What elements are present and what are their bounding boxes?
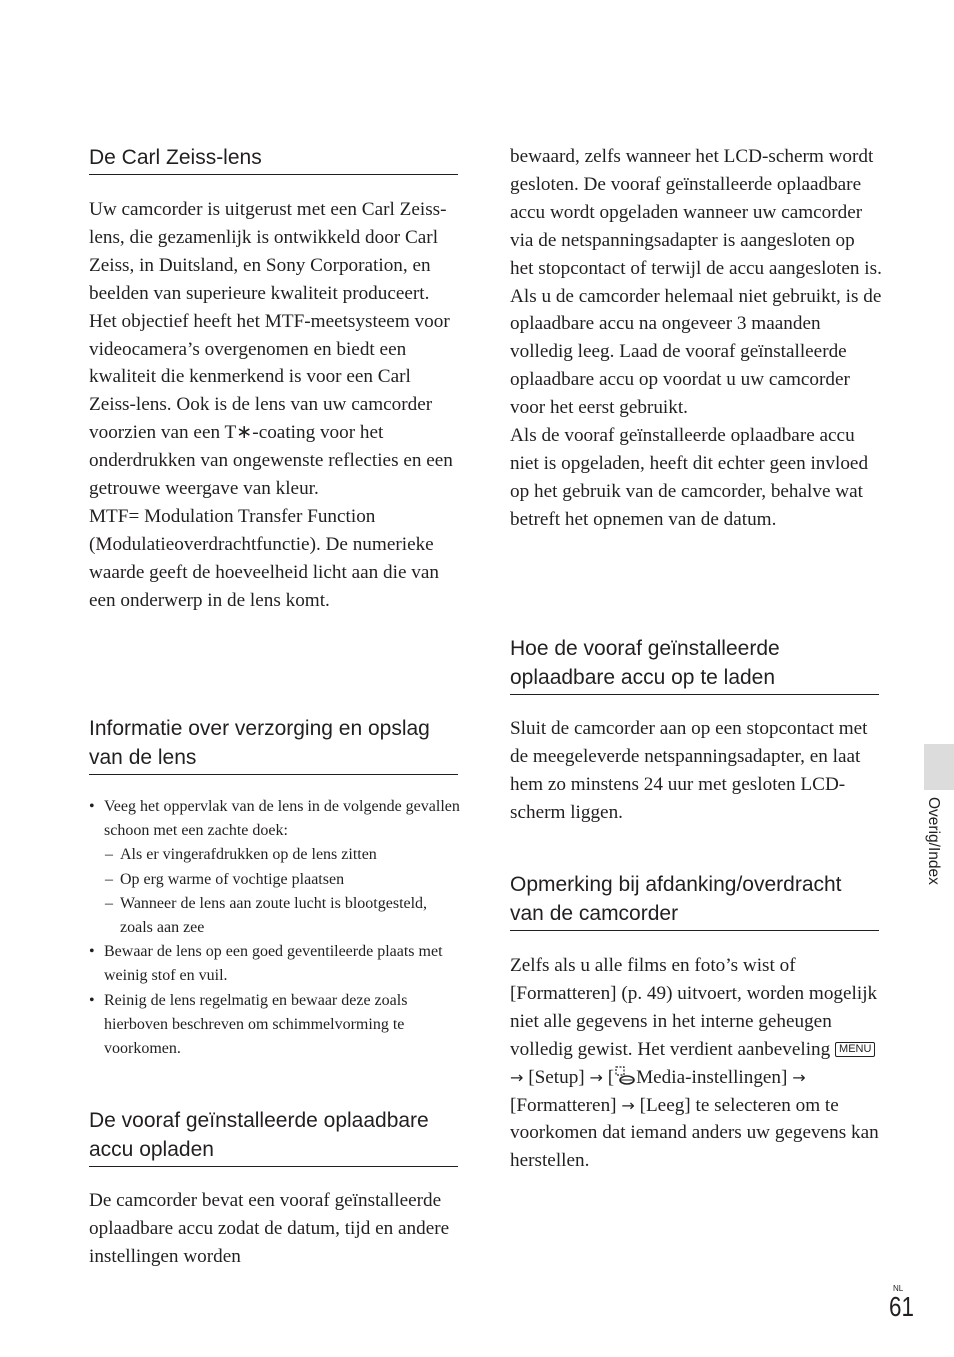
section-heading-battery-charge: De vooraf geïnstalleerde oplaadbare accu opladen <box>89 1106 458 1167</box>
bullet-icon: • <box>89 943 95 961</box>
sub-list-item: – Als er vingerafdrukken op de lens zitten <box>89 843 461 867</box>
arrow-right-icon: → <box>792 1067 806 1087</box>
paragraph: Uw camcorder is uitgerust met een Carl Zeiss-lens, die gezamenlijk is ontwikkeld door Carl Zeiss, in Duitsland, en Sony Corporation, en beelden van superieure kwaliteit produceert. Het objectief heeft het MTF-meetsysteem voor videocamera’s overgenomen en biedt een kwaliteit die kenmerkend is voor een Carl Zeiss-lens. Ook is de lens van uw camcorder voorzien van een T∗-coating voor het onderdrukken van ongewenste reflecties en een getrouwe weergave van kleur. <box>89 199 453 500</box>
battery-charge-text <box>89 1187 461 1271</box>
side-tab-label: Overig/Index <box>925 797 942 885</box>
side-tab-marker <box>924 744 954 790</box>
arrow-right-icon: → <box>621 1095 635 1115</box>
media-settings-icon <box>614 1066 636 1086</box>
list-item: • Bewaar de lens op een goed geventileerde plaats met weinig stof en vuil. <box>89 940 461 988</box>
carl-zeiss-text <box>89 196 461 615</box>
section-heading-lens-care: Informatie over verzorging en opslag van de lens <box>89 714 458 775</box>
list-item: • Veeg het oppervlak van de lens in de volgende gevallen schoon met een zachte doek: <box>89 795 461 843</box>
section-heading-carl-zeiss: De Carl Zeiss-lens <box>89 143 458 175</box>
sub-list-item: – Op erg warme of vochtige plaatsen <box>89 868 461 892</box>
disposal-text <box>510 952 882 1175</box>
sub-list-item: – Wanneer de lens aan zoute lucht is blootgesteld, zoals aan zee <box>89 892 461 940</box>
paragraph: MTF= Modulation Transfer Function (Modulatieoverdrachtfunctie). De numerieke waarde geeft de hoeveelheid licht aan die van een onderwerp in de lens komt. <box>89 505 439 611</box>
menu-button-icon: MENU <box>835 1042 875 1057</box>
arrow-right-icon: → <box>589 1067 603 1087</box>
paragraph: Als de vooraf geïnstalleerde oplaadbare accu niet is opgeladen, heeft dit echter geen invloed op het gebruik van de camcorder, behalve wat betreft het opnemen van de datum. <box>510 425 869 530</box>
paragraph: De camcorder bevat een vooraf geïnstalleerde oplaadbare accu zodat de datum, tijd en andere instellingen worden <box>89 1190 450 1267</box>
dash-icon: – <box>105 846 113 864</box>
paragraph: bewaard, zelfs wanneer het LCD-scherm wordt gesloten. De vooraf geïnstalleerde oplaadbare accu wordt opgeladen wanneer uw camcorder via de netspanningsadapter is aangesloten op het stopcontact of terwijl de accu aangesloten is. Als u de camcorder helemaal niet gebruikt, is de oplaadbare accu na ongeveer 3 maanden volledig leeg. Laad de vooraf geïnstalleerde oplaadbare accu op voordat u uw camcorder voor het eerst gebruikt. <box>510 146 882 419</box>
lens-care-list <box>89 795 461 1061</box>
battery-charge-text-continued <box>510 143 882 534</box>
bullet-icon: • <box>89 798 95 815</box>
page-language: NL <box>893 1284 904 1293</box>
paragraph: Zelfs als u alle films en foto’s wist of [Formatteren] (p. 49) uitvoert, worden mogelijk niet alle gegevens in het interne geheugen volledig gewist. Het verdient aanbeveling MENU → [Setup] → [ Media-instellingen] → [Formatteren] → [Leeg] te selecteren om te voorkomen dat iemand anders uw gegevens kan herstellen. <box>510 955 879 1172</box>
bullet-icon: • <box>89 991 95 1009</box>
page-number: 61 <box>889 1291 914 1322</box>
dash-icon: – <box>105 894 113 912</box>
section-heading-how-to-charge: Hoe de vooraf geïnstalleerde oplaadbare accu op te laden <box>510 634 879 695</box>
section-heading-disposal: Opmerking bij afdanking/overdracht van de camcorder <box>510 870 879 931</box>
paragraph: Sluit de camcorder aan op een stopcontact met de meegeleverde netspanningsadapter, en laat hem zo minstens 24 uur met gesloten LCD-scherm liggen. <box>510 718 868 823</box>
dash-icon: – <box>105 870 113 888</box>
how-to-charge-text <box>510 715 882 827</box>
arrow-right-icon: → <box>510 1067 524 1087</box>
list-item: • Reinig de lens regelmatig en bewaar deze zoals hierboven beschreven om schimmelvorming te voorkomen. <box>89 989 461 1062</box>
